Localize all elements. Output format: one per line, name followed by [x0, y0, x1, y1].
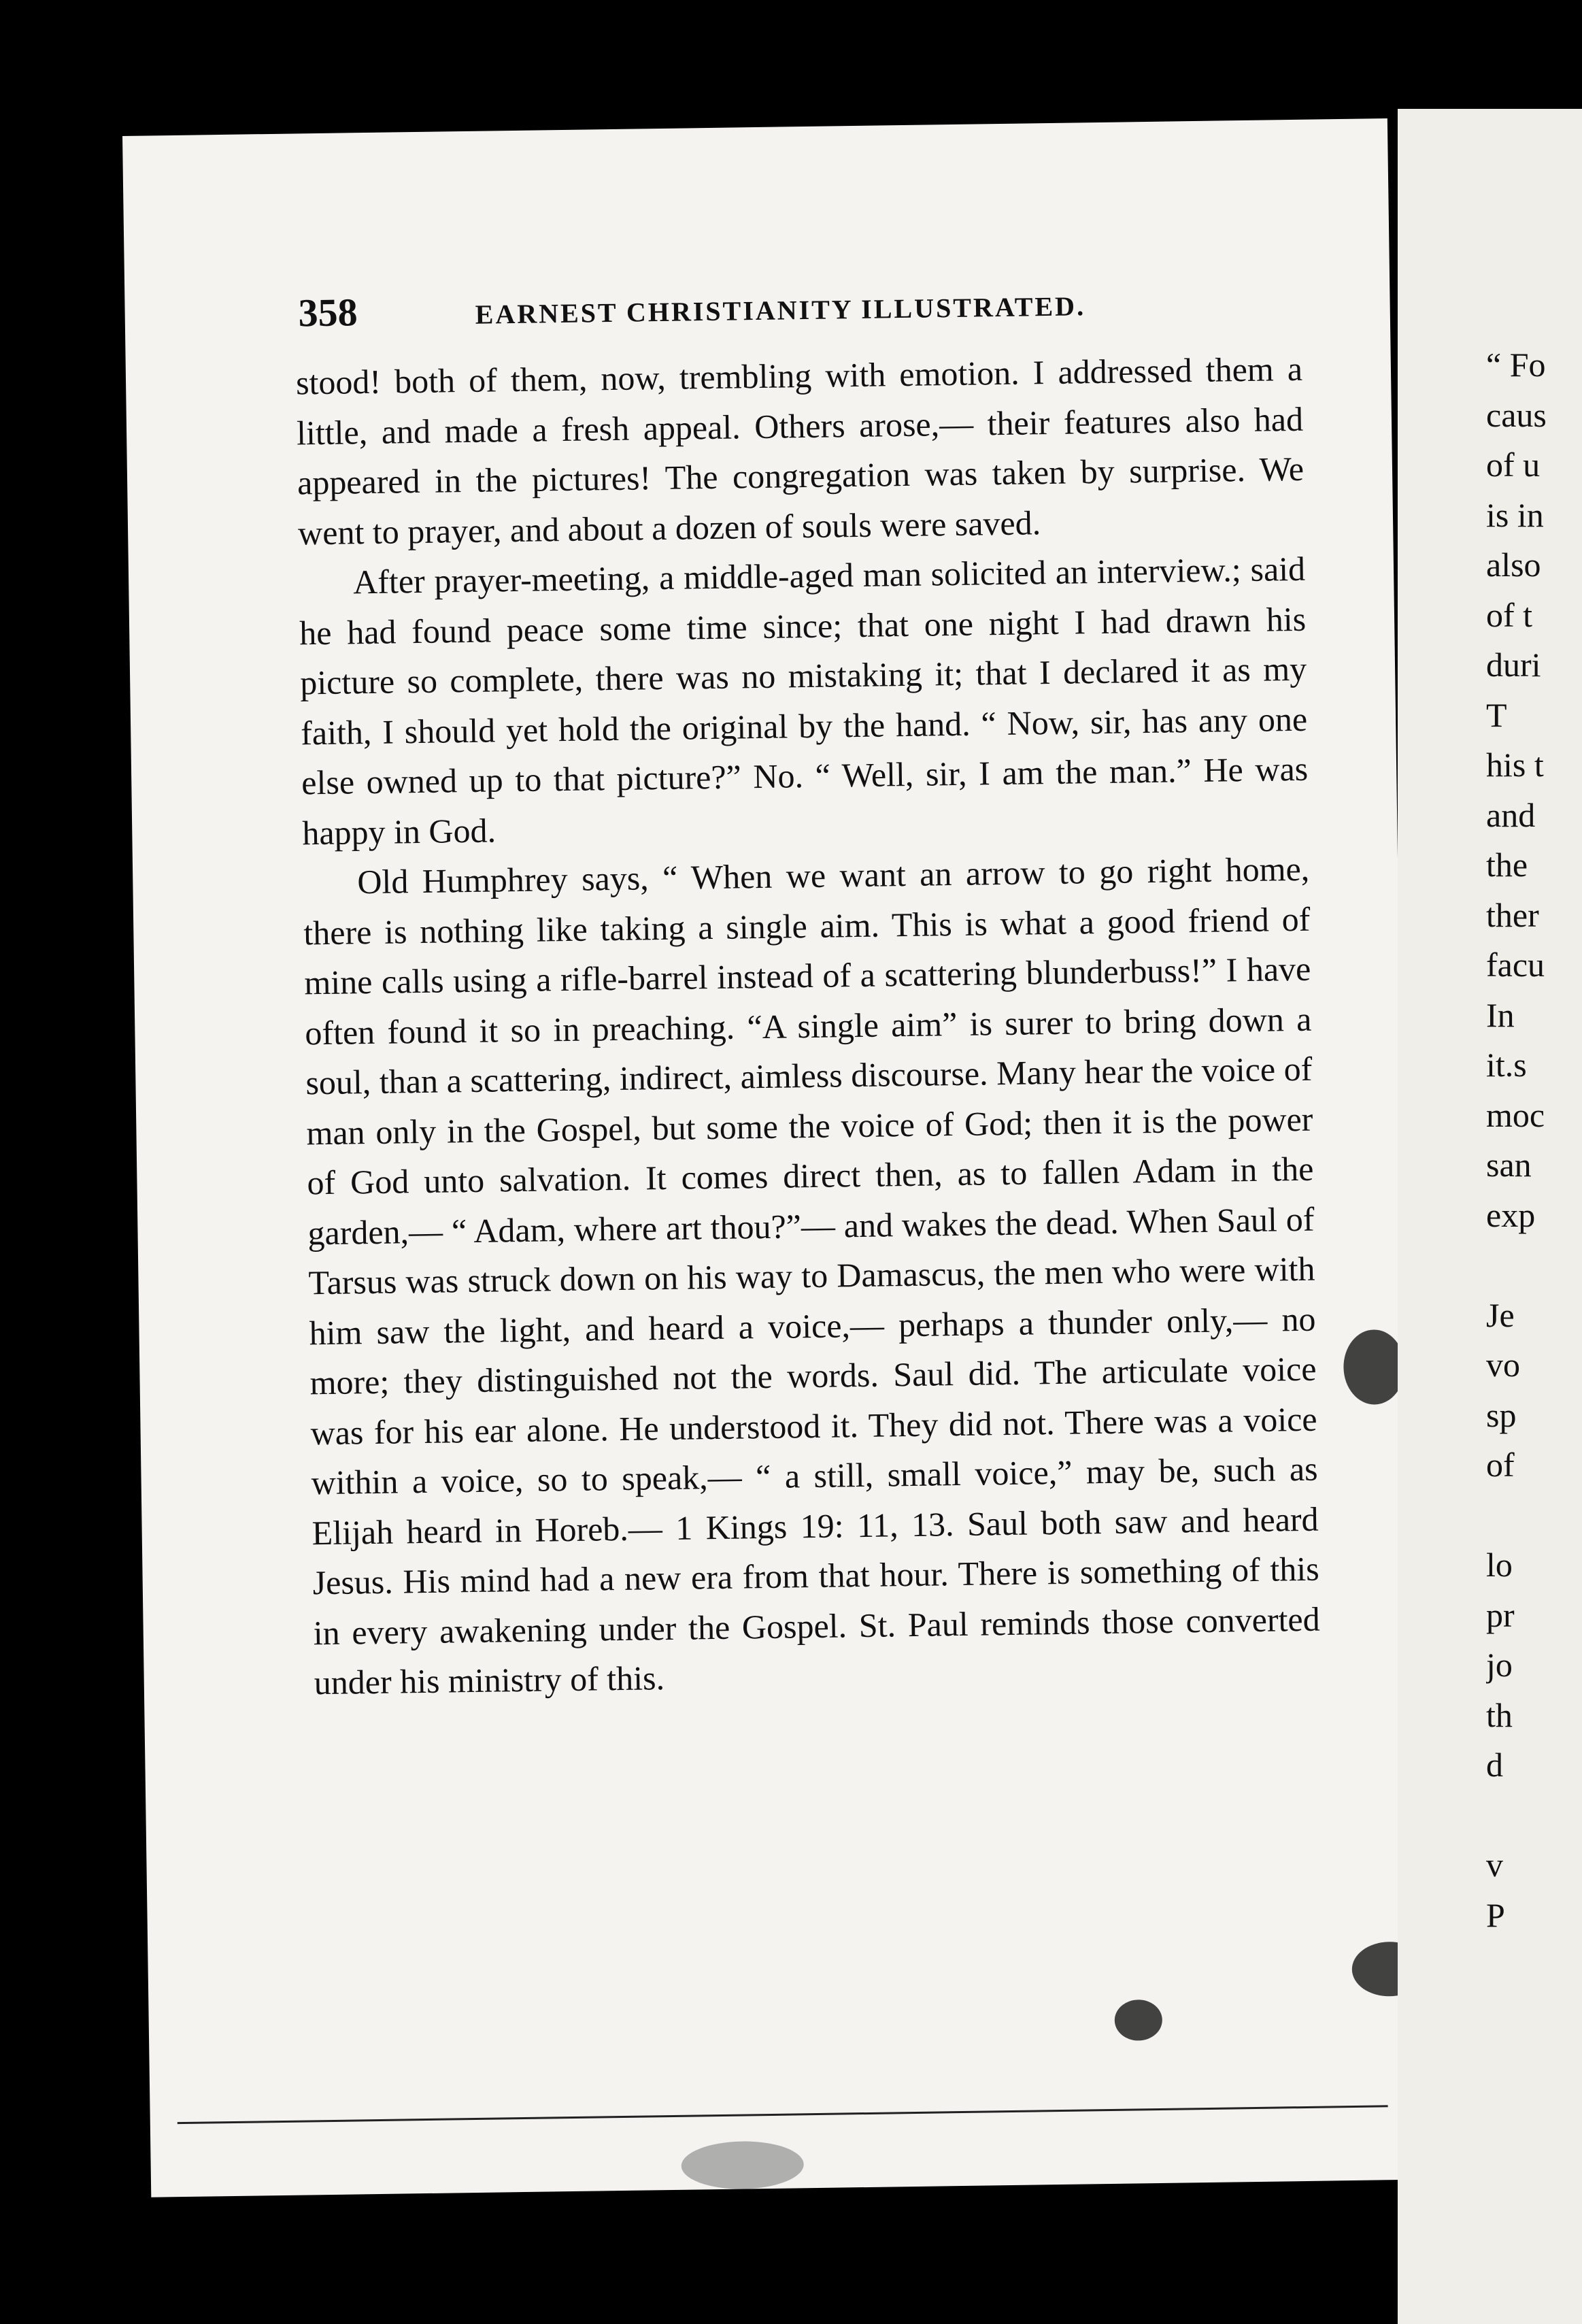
page-bottom-rule: [178, 2105, 1388, 2124]
adjacent-page-line: In: [1486, 995, 1515, 1034]
running-head: EARNEST CHRISTIANITY ILLUSTRATED.: [475, 290, 1086, 330]
adjacent-page-line: [1486, 1240, 1582, 1291]
adjacent-page-line: lo: [1486, 1546, 1513, 1584]
adjacent-page-line: is in: [1486, 495, 1544, 534]
page-header: [298, 277, 1264, 352]
adjacent-page-line: Je: [1486, 1295, 1515, 1334]
adjacent-page-line: facu: [1486, 946, 1545, 984]
adjacent-page-line: “ Fo: [1486, 346, 1546, 384]
adjacent-page-line: it.s: [1486, 1046, 1527, 1084]
adjacent-page-line: exp: [1486, 1195, 1536, 1234]
adjacent-page-line: T: [1486, 695, 1507, 734]
book-page: [122, 118, 1416, 2197]
adjacent-page-line: moc: [1486, 1095, 1545, 1134]
adjacent-page-line: his t: [1486, 746, 1544, 784]
adjacent-page-line: also: [1486, 546, 1541, 584]
adjacent-page-line: th: [1486, 1695, 1513, 1734]
adjacent-page-line: P: [1486, 1895, 1505, 1934]
ink-smudge: [681, 2140, 804, 2190]
adjacent-page-line: pr: [1486, 1595, 1515, 1634]
adjacent-page-line: d: [1486, 1746, 1503, 1784]
adjacent-page-line: san: [1486, 1146, 1532, 1184]
ink-stain: [1114, 1999, 1162, 2041]
page-number: 358: [298, 290, 358, 335]
adjacent-page-line: [1486, 1791, 1582, 1841]
adjacent-page-line: of: [1486, 1446, 1515, 1484]
body-text: [296, 344, 1322, 1708]
paragraph-1: stood! both of them, now, trembling with emotion. I addressed them a little, and made a fresh appeal. Others arose,— their features also had appeared in the pictures! The congregation was taken by surprise. We went to prayer, and about a dozen of souls were saved.: [295, 349, 1305, 552]
adjacent-page-line: jo: [1486, 1646, 1513, 1684]
adjacent-page-line: duri: [1486, 646, 1541, 684]
adjacent-page-line: of u: [1486, 446, 1541, 484]
adjacent-page-line: the: [1486, 846, 1528, 884]
ink-stain: [1343, 1329, 1406, 1405]
paragraph-3: Old Humphrey says, “ When we want an arrow to go right home, there is nothing like taking a single aim. This is what a good friend of mine calls using a rifle-barrel instead of a scattering blunderbuss!” I have often found it so in preaching. “A single aim” is surer to bring down a soul, than a scattering, indirect, aimless discourse. Many hear the voice of man only in the Gospel, but some the voice of God; then it is the power of God unto salvation. It comes direct then, as to fallen Adam in the garden,— “ Adam, where art thou?”— and wakes the dead. When Saul of Tarsus was struck down on his way to Damascus, the men who were with him saw the light, and heard a voice,— perhaps a thunder only,— no more; they distinguished not the words. Saul did. The articulate voice was for his ear alone. He understood it. They did not. There was a voice within a voice, so to speak,— “ a still, small voice,” may be, such as Elijah heard in Horeb.— 1 Kings 19: 11, 13. Saul both saw and heard Jesus. His mind had a new era from that hour. There is something of this in every awakening under the Gospel. St. Paul reminds those converted under his ministry of this.: [303, 849, 1320, 1702]
adjacent-page-line: and: [1486, 795, 1536, 834]
paragraph-2: After prayer-meeting, a middle-aged man solicited an interview.; said he had found peace some time since; that one night I had drawn his picture so complete, there was no mistaking it; that I declared it as my faith, I should yet hold the original by the hand. “ Now, sir, has any one else owned up to that picture?” No. “ Well, sir, I am the man.” He was happy in God.: [299, 549, 1309, 852]
adjacent-page-line: v: [1486, 1846, 1503, 1884]
adjacent-page-line: vo: [1486, 1346, 1520, 1384]
adjacent-page-line: [1486, 1491, 1582, 1541]
adjacent-page-line: caus: [1486, 395, 1547, 434]
adjacent-page-line: sp: [1486, 1395, 1517, 1434]
adjacent-page-line: ther: [1486, 895, 1539, 934]
adjacent-page-line: of t: [1486, 595, 1533, 634]
adjacent-page-text: [1486, 340, 1582, 1940]
